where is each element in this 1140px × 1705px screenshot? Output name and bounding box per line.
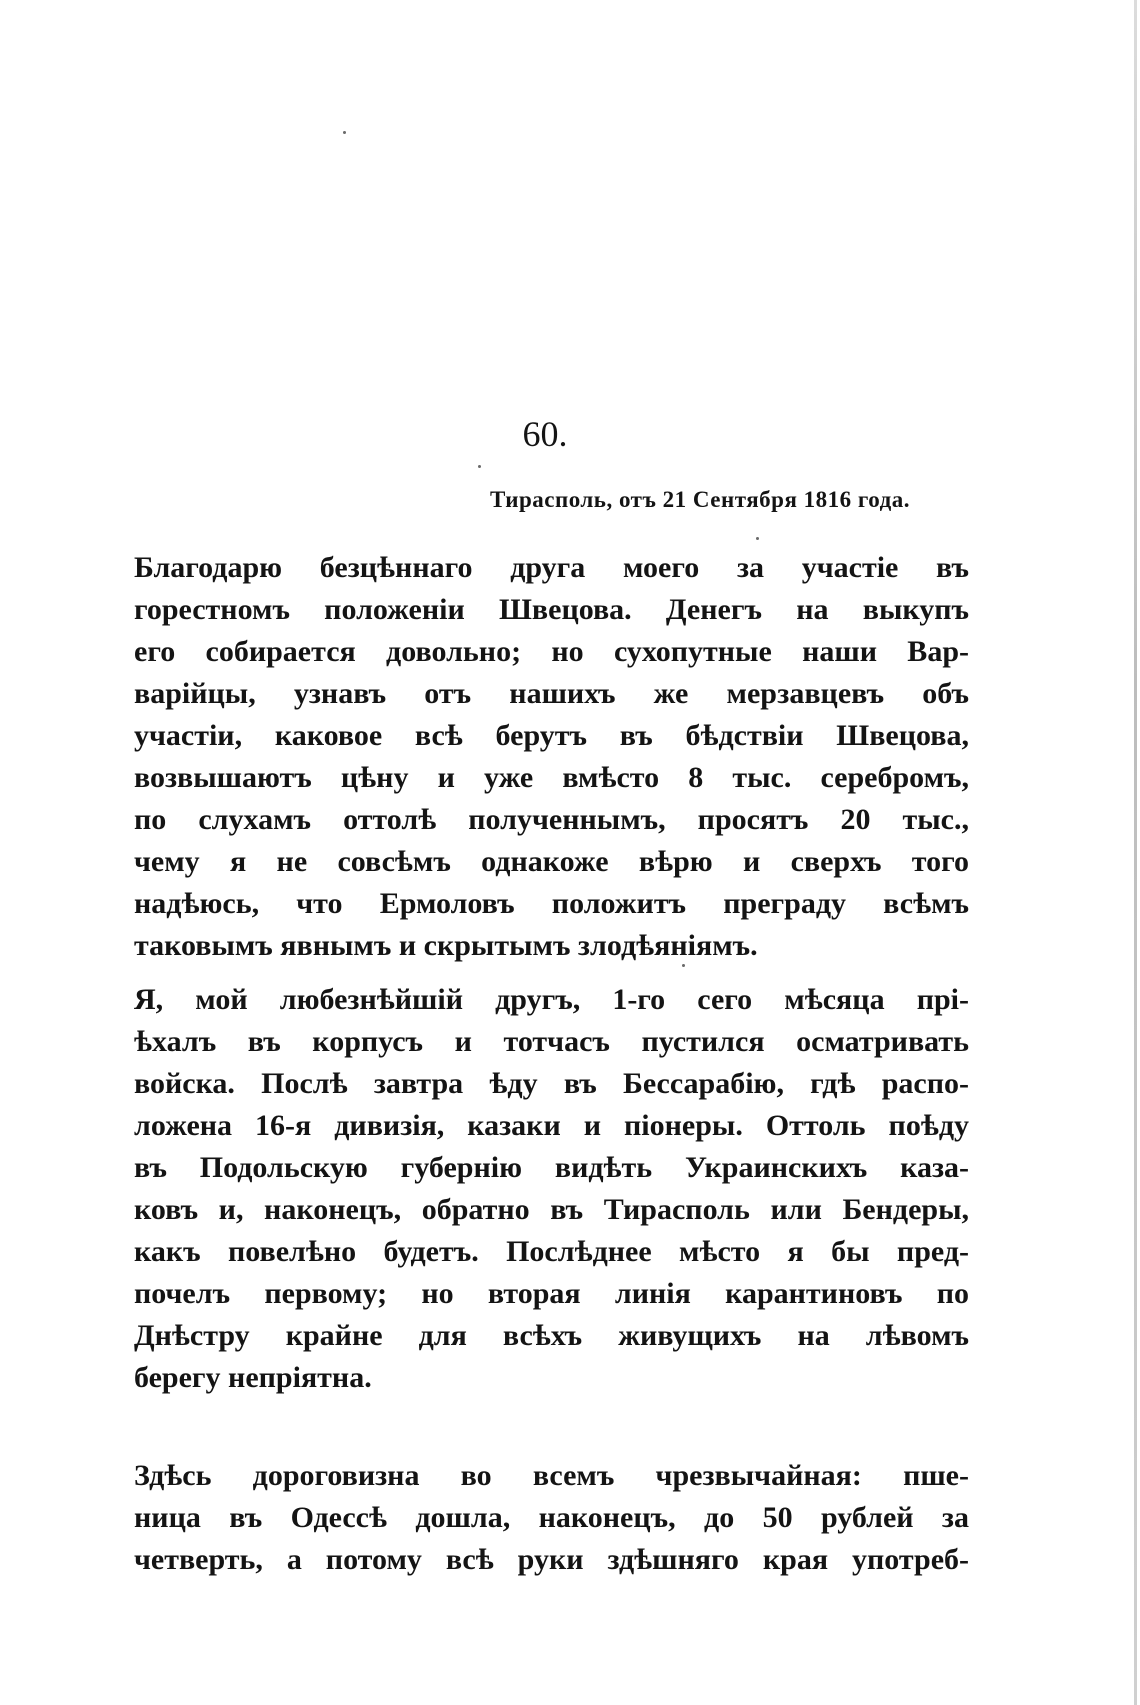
- text-line: ковъ и, наконецъ, обратно въ Тирасполь или Бендеры,: [134, 1193, 969, 1226]
- text-line: его собирается довольно; но сухопутные наши Вар-: [134, 635, 969, 668]
- text-line: Благодарю безцѣннаго друга моего за участіе въ: [134, 551, 969, 584]
- text-line: ница въ Одессѣ дошла, наконецъ, до 50 рублей за: [134, 1501, 969, 1534]
- text-line: надѣюсь, что Ермоловъ положитъ преграду всѣмъ: [134, 887, 969, 920]
- text-line: четверть, а потому всѣ руки здѣшняго края употреб-: [134, 1543, 969, 1576]
- paragraph-2: [134, 979, 969, 1399]
- text-line: въ Подольскую губернію видѣть Украинскихъ каза-: [134, 1151, 969, 1184]
- print-speck: [478, 465, 481, 468]
- paragraph-3: [134, 1455, 969, 1581]
- text-line: Днѣстру крайне для всѣхъ живущихъ на лѣвомъ: [134, 1319, 969, 1352]
- letter-number: 60.: [522, 414, 568, 454]
- text-line: берегу непріятна.: [134, 1361, 372, 1394]
- text-line: Здѣсь дороговизна во всемъ чрезвычайная: пше-: [134, 1459, 969, 1492]
- text-line: чему я не совсѣмъ однакоже вѣрю и сверхъ того: [134, 845, 969, 878]
- text-line: ложена 16-я дивизія, казаки и піонеры. Оттоль поѣду: [134, 1109, 969, 1142]
- paragraph-1: [134, 547, 969, 967]
- text-line: возвышаютъ цѣну и уже вмѣсто 8 тыс. серебромъ,: [134, 761, 969, 794]
- text-line: Я, мой любезнѣйшій другъ, 1-го сего мѣсяца прі-: [134, 983, 969, 1016]
- text-line: ѣхалъ въ корпусъ и тотчасъ пустился осматривать: [134, 1025, 969, 1058]
- letter-dateline: Тирасполь, отъ 21 Сентября 1816 года.: [489, 487, 910, 512]
- text-line: участіи, каковое всѣ берутъ въ бѣдствіи Швецова,: [134, 719, 969, 752]
- print-speck: [756, 537, 759, 540]
- text-line: войска. Послѣ завтра ѣду въ Бессарабію, гдѣ распо-: [134, 1067, 969, 1100]
- text-line: почелъ первому; но вторая линія карантиновъ по: [134, 1277, 969, 1310]
- page-edge-shadow: [1134, 0, 1137, 1705]
- text-line: горестномъ положеніи Швецова. Денегъ на выкупъ: [134, 593, 969, 626]
- text-line: какъ повелѣно будетъ. Послѣднее мѣсто я бы пред-: [134, 1235, 969, 1268]
- text-line: по слухамъ оттолѣ полученнымъ, просятъ 20 тыс.,: [134, 803, 969, 836]
- text-line: таковымъ явнымъ и скрытымъ злодѣяніямъ.: [134, 929, 758, 962]
- print-speck: [343, 131, 346, 134]
- text-line: варійцы, узнавъ отъ нашихъ же мерзавцевъ объ: [134, 677, 969, 710]
